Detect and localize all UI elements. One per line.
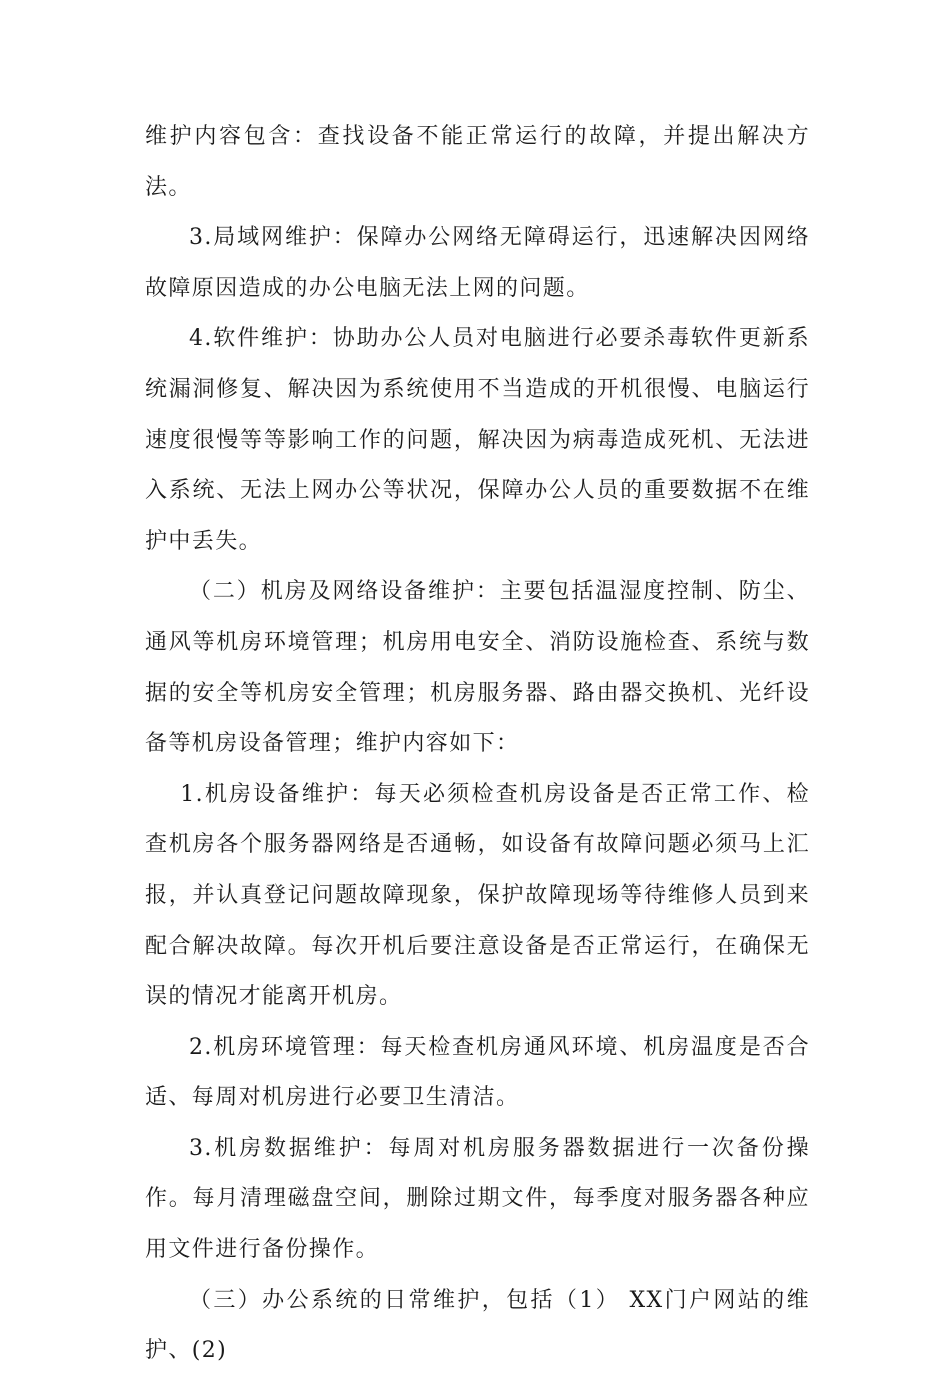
paragraph-maintenance-content: 维护内容包含：查找设备不能正常运行的故障，并提出解决方法。 — [145, 124, 810, 200]
paragraph-server-room-data: 3.机房数据维护：每周对机房服务器数据进行一次备份操作。每月清理磁盘空间，删除过期文件，每季度对服务器各种应用文件进行备份操作。 — [145, 1135, 810, 1263]
paragraph-server-room-equipment: 1.机房设备维护：每天必须检查机房设备是否正常工作、检查机房各个服务器网络是否通畅，如设备有故障问题必须马上汇报，并认真登记问题故障现象，保护故障现场等待维修人员到来配合解决故障。每次开机后要注意设备是否正常运行，在确保无误的情况才能离开机房。 — [145, 781, 810, 1010]
paragraph-server-room-environment: 2.机房环境管理：每天检查机房通风环境、机房温度是否合适、每周对机房进行必要卫生清洁。 — [145, 1034, 810, 1111]
paragraph-server-room-network: （二）机房及网络设备维护：主要包括温湿度控制、防尘、通风等机房环境管理；机房用电安全、消防设施检查、系统与数据的安全等机房安全管理；机房服务器、路由器交换机、光纤设备等机房设备管理；维护内容如下： — [145, 579, 810, 757]
document-body — [145, 112, 810, 1377]
paragraph-software-maintenance: 4.软件维护：协助办公人员对电脑进行必要杀毒软件更新系统漏洞修复、解决因为系统使用不当造成的开机很慢、电脑运行速度很慢等等影响工作的问题，解决因为病毒造成死机、无法进入系统、无法上网办公等状况，保障办公人员的重要数据不在维护中丢失。 — [145, 326, 810, 554]
paragraph-office-system: （三）办公系统的日常维护，包括（1） XX门户网站的维护、(2) — [145, 1287, 810, 1364]
paragraph-lan-maintenance: 3.局域网维护：保障办公网络无障碍运行，迅速解决因网络故障原因造成的办公电脑无法上网的问题。 — [145, 225, 810, 301]
